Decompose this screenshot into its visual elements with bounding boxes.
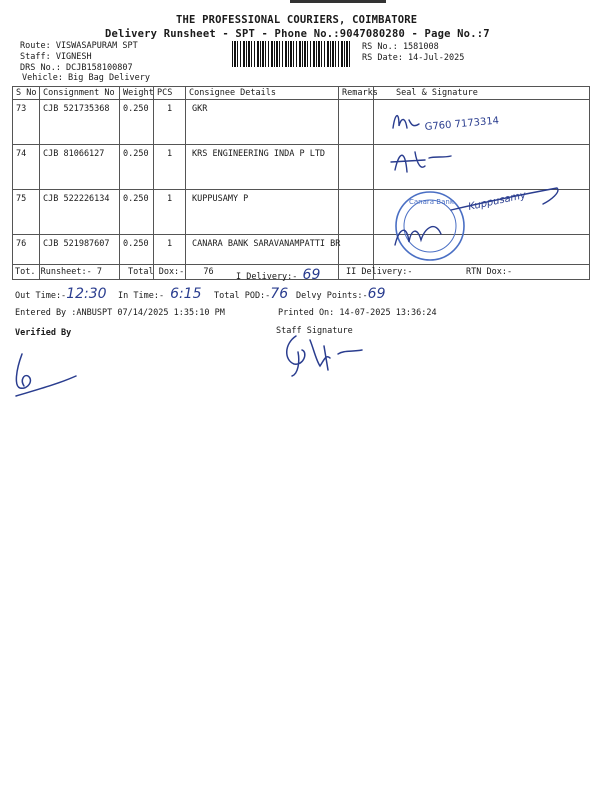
total-pod-label: Total POD:- [214, 291, 271, 301]
cell-weight: 0.250 [120, 235, 154, 280]
verified-by-signature [12, 350, 82, 402]
i-delivery-field [236, 267, 320, 283]
col-header-consignment: Consignment No [40, 87, 120, 100]
signature-row74 [391, 152, 451, 172]
runsheet-subtitle: Delivery Runsheet - SPT - Phone No.:9047080280 - Page No.:7 [105, 28, 490, 40]
in-time-handwritten: 6:15 [170, 286, 202, 302]
col-header-consignee: Consignee Details [186, 87, 339, 100]
rs-number: RS No.: 1581008 [362, 42, 439, 52]
cell-consignee: GKR [186, 100, 339, 145]
cell-pcs: 1 [154, 235, 186, 280]
cell-remarks [339, 190, 374, 235]
barcode-image [232, 41, 350, 67]
col-header-pcs: PCS [154, 87, 186, 100]
cell-remarks [339, 100, 374, 145]
total-pod-field [214, 286, 288, 302]
cell-pcs: 1 [154, 100, 186, 145]
cell-consignee: KUPPUSAMY P [186, 190, 339, 235]
in-time-label: In Time:- [118, 291, 165, 301]
signature-row73 [393, 116, 419, 128]
company-title: THE PROFESSIONAL COURIERS, COIMBATORE [176, 14, 418, 26]
rtn-dox-label: RTN Dox:- [466, 267, 513, 277]
col-header-remarks: Remarks [339, 87, 374, 100]
cell-remarks [339, 145, 374, 190]
cell-pcs: 1 [154, 190, 186, 235]
cell-pcs: 1 [154, 145, 186, 190]
col-header-seal: Seal & Signature [374, 87, 590, 100]
total-dox-label: Total Dox:- [128, 267, 185, 277]
cell-sno: 76 [13, 235, 40, 280]
staff-signature-image [280, 330, 370, 380]
tot-runsheet-label: Tot. Runsheet:- [15, 267, 92, 277]
tot-runsheet-value: 7 [96, 267, 103, 277]
out-time-handwritten: 12:30 [66, 286, 107, 302]
printed-on-text: Printed On: 14-07-2025 13:36:24 [278, 308, 437, 318]
cell-consignment: CJB 521735368 [40, 100, 120, 145]
total-dox-value: 76 [203, 267, 214, 277]
cell-consignment: CJB 521987607 [40, 235, 120, 280]
staff-text: Staff: VIGNESH [20, 52, 92, 62]
delvy-points-label: Delvy Points:- [296, 291, 368, 301]
vehicle-text: Vehicle: Big Bag Delivery [22, 73, 150, 83]
entered-by-text: Entered By :ANBUSPT 07/14/2025 1:35:10 PM [15, 308, 225, 318]
cell-weight: 0.250 [120, 100, 154, 145]
cell-sno: 73 [13, 100, 40, 145]
cell-consignment: CJB 81066127 [40, 145, 120, 190]
in-time-field [118, 286, 202, 302]
delvy-points-field [296, 286, 385, 302]
ii-delivery-label: II Delivery:- [346, 267, 413, 277]
rs-date: RS Date: 14-Jul-2025 [362, 53, 465, 63]
cell-consignee: CANARA BANK SARAVANAMPATTI BR [186, 235, 339, 280]
total-pod-handwritten: 76 [270, 286, 289, 302]
table-header-row [13, 87, 590, 100]
cell-sno: 74 [13, 145, 40, 190]
top-scan-mark [290, 0, 386, 3]
row75-handwritten-name: Kuppusamy [467, 189, 528, 213]
verified-by-label: Verified By [15, 328, 72, 338]
signature-row76 [395, 227, 441, 245]
cell-weight: 0.250 [120, 190, 154, 235]
i-delivery-handwritten: 69 [302, 267, 321, 283]
staff-signature-label: Staff Signature [276, 326, 353, 336]
i-delivery-label: I Delivery:- [236, 272, 298, 282]
out-time-field [15, 286, 107, 302]
col-header-sno: S No [13, 87, 40, 100]
out-time-label: Out Time:- [15, 291, 67, 301]
total-dox-field [128, 267, 214, 277]
cell-sno: 75 [13, 190, 40, 235]
cell-consignment: CJB 522226134 [40, 190, 120, 235]
drs-number: DRS No.: DCJB158100807 [20, 63, 133, 73]
tot-runsheet-field [15, 267, 102, 277]
cell-consignee: KRS ENGINEERING INDA P LTD [186, 145, 339, 190]
stamp-bank-name: Canara Bank [409, 198, 454, 206]
col-header-weight: Weight [120, 87, 154, 100]
delvy-points-handwritten: 69 [367, 286, 386, 302]
route-text: Route: VISWASAPURAM SPT [20, 41, 138, 51]
row73-handwritten-number: G760 7173314 [424, 115, 500, 133]
summary-divider [12, 264, 589, 265]
seal-signatures-overlay [385, 100, 585, 265]
cell-weight: 0.250 [120, 145, 154, 190]
